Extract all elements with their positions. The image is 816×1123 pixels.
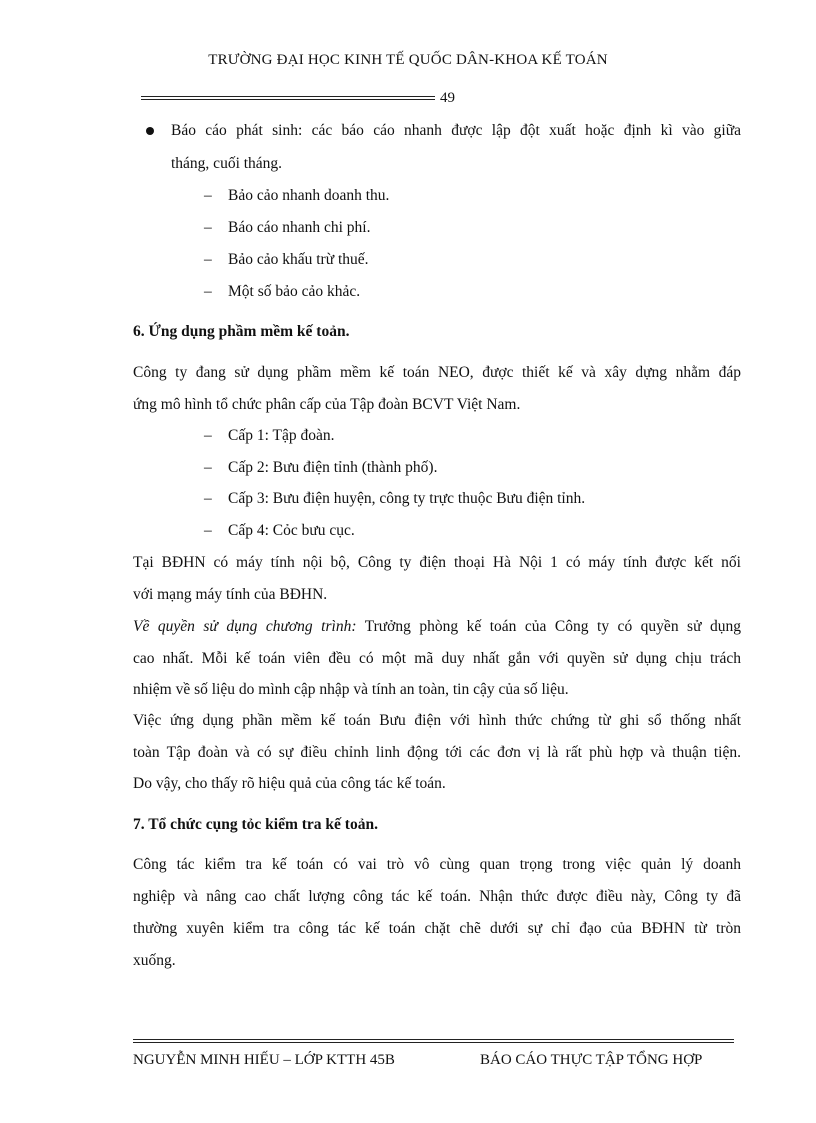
footer-rule	[133, 1039, 734, 1043]
bullet-text-line-2: tháng, cuối tháng.	[171, 155, 283, 172]
list-item-text: Báo cáo nhanh chi phí.	[228, 219, 371, 236]
list-item: – Cấp 4: Cỏc bưu cục.	[204, 522, 355, 539]
paragraph-line: với mạng máy tính của BĐHN.	[133, 586, 328, 603]
bullet-marker	[146, 127, 154, 135]
header-rule	[141, 96, 435, 100]
section-7-heading: 7. Tổ chức cụng tỏc kiểm tra kế toản.	[133, 816, 378, 833]
list-item-text: Bảo cảo nhanh doanh thu.	[228, 187, 390, 204]
paragraph-line: nhiệm về số liệu do mình cập nhập và tính an toàn, tin cậy của số liệu.	[133, 681, 569, 698]
paragraph-line: xuống.	[133, 952, 176, 969]
list-item: – Bảo cảo khấu trừ thuế.	[204, 251, 369, 268]
list-item: – Một số bảo cảo khảc.	[204, 283, 361, 300]
paragraph-line: thường xuyên kiểm tra công tác kế toán chặt chẽ dưới sự chỉ đạo của BĐHN từ tròn	[133, 920, 741, 937]
paragraph-line: Công tác kiểm tra kế toán có vai trò vô cùng quan trọng trong việc quản lý doanh	[133, 856, 741, 873]
rights-label: Về quyền sử dụng chương trình:	[133, 618, 357, 635]
paragraph-line: toàn Tập đoàn và có sự điều chỉnh linh động tới các đơn vị là rất phù hợp và thuận tiện.	[133, 744, 741, 761]
list-item: – Cấp 1: Tập đoàn.	[204, 427, 335, 444]
section-6-heading: 6. Ứng dụng phầm mềm kế toản.	[133, 323, 350, 340]
list-item-text: Cấp 2: Bưu điện tỉnh (thành phố).	[228, 459, 438, 476]
bullet-text-line-1: Báo cáo phát sinh: các báo cáo nhanh được lập đột xuất hoặc định kì vào giữa	[171, 122, 741, 139]
rights-text: Trưởng phòng kế toán của Công ty có quyền sử dụng	[356, 618, 741, 635]
paragraph-line: Việc ứng dụng phần mềm kế toán Bưu điện với hình thức chứng từ ghi sổ thống nhất	[133, 712, 741, 729]
list-item-text: Cấp 1: Tập đoàn.	[228, 427, 335, 444]
paragraph-line: Công ty đang sử dụng phầm mềm kế toán NEO, được thiết kế và xây dựng nhằm đáp	[133, 364, 741, 381]
page-number: 49	[440, 90, 455, 106]
list-item: – Cấp 2: Bưu điện tỉnh (thành phố).	[204, 459, 438, 476]
paragraph-line: nghiệp và nâng cao chất lượng công tác kế toán. Nhận thức được điều này, Công ty đã	[133, 888, 741, 905]
list-item: – Cấp 3: Bưu điện huyện, công ty trực thuộc Bưu điện tỉnh.	[204, 490, 586, 507]
paragraph-line	[133, 618, 741, 636]
list-item: – Bảo cảo nhanh doanh thu.	[204, 187, 390, 204]
paragraph-line: Do vậy, cho thấy rõ hiệu quả của công tác kế toán.	[133, 775, 446, 792]
list-item-text: Cấp 3: Bưu điện huyện, công ty trực thuộc Bưu điện tỉnh.	[228, 490, 586, 507]
list-item: – Báo cáo nhanh chi phí.	[204, 219, 371, 236]
paragraph-line: Tại BĐHN có máy tính nội bộ, Công ty điện thoại Hà Nội 1 có máy tính được kết nối	[133, 554, 741, 571]
list-item-text: Cấp 4: Cỏc bưu cục.	[228, 522, 355, 539]
paragraph-line: cao nhất. Mỗi kế toán viên đều có một mã duy nhất gắn với quyền sử dụng chịu trách	[133, 650, 741, 667]
page-header-title: TRƯỜNG ĐẠI HỌC KINH TẾ QUỐC DÂN-KHOA KẾ TOÁN	[208, 52, 608, 68]
list-item-text: Bảo cảo khấu trừ thuế.	[228, 251, 369, 268]
footer-author: NGUYỄN MINH HIẾU – LỚP KTTH 45B	[133, 1052, 395, 1068]
paragraph-line: ứng mô hình tổ chức phân cấp của Tập đoàn BCVT Việt Nam.	[133, 396, 521, 413]
list-item-text: Một số bảo cảo khảc.	[228, 283, 361, 300]
footer-report-title: BÁO CÁO THỰC TẬP TỔNG HỢP	[480, 1052, 703, 1068]
